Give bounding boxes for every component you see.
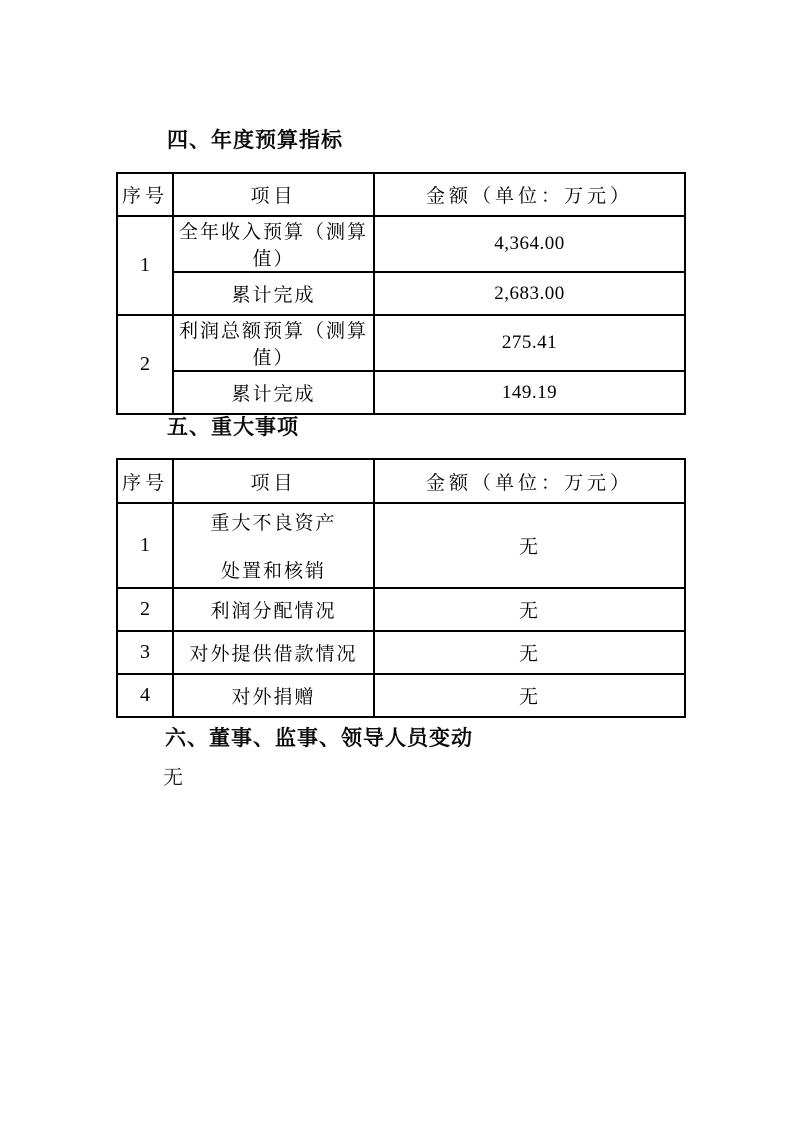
row-number: 1 [117,503,173,588]
item-label: 全年收入预算（测算值） [173,216,374,272]
amount-value: 2,683.00 [374,272,685,315]
column-header-item: 项目 [173,459,374,503]
item-label: 累计完成 [173,272,374,315]
section-heading-budget: 四、年度预算指标 [167,129,343,152]
item-label: 利润分配情况 [173,588,374,631]
amount-value: 无 [374,503,685,588]
row-number: 2 [117,315,173,414]
item-label [173,503,374,588]
amount-value: 无 [374,631,685,674]
item-label: 对外捐赠 [173,674,374,717]
table-row [117,588,685,631]
amount-value: 4,364.00 [374,216,685,272]
item-label: 利润总额预算（测算值） [173,315,374,371]
table-row [117,674,685,717]
row-number: 2 [117,588,173,631]
table-row [117,272,685,315]
table-header-row [117,173,685,216]
section-heading-major-events: 五、重大事项 [167,416,299,439]
amount-value: 149.19 [374,371,685,414]
item-label-lines [174,508,373,583]
section-heading-personnel-changes: 六、董事、监事、领导人员变动 [165,727,473,750]
amount-value: 无 [374,588,685,631]
column-header-amount: 金额（单位：万元） [374,173,685,216]
table-row [117,631,685,674]
table-row [117,315,685,371]
item-label: 累计完成 [173,371,374,414]
column-header-no: 序号 [117,459,173,503]
item-label: 对外提供借款情况 [173,631,374,674]
personnel-changes-none-text: 无 [163,767,183,789]
table-row [117,216,685,272]
table-row [117,371,685,414]
table-row [117,503,685,588]
column-header-item: 项目 [173,173,374,216]
item-label-line: 处置和核销 [220,561,326,582]
table-header-row [117,459,685,503]
column-header-amount: 金额（单位：万元） [374,459,685,503]
amount-value: 无 [374,674,685,717]
row-number: 4 [117,674,173,717]
amount-value: 275.41 [374,315,685,371]
row-number: 3 [117,631,173,674]
item-label-line: 重大不良资产 [210,513,337,534]
column-header-no: 序号 [117,173,173,216]
row-number: 1 [117,216,173,315]
budget-indicators-table [116,172,686,415]
major-events-table [116,458,686,718]
